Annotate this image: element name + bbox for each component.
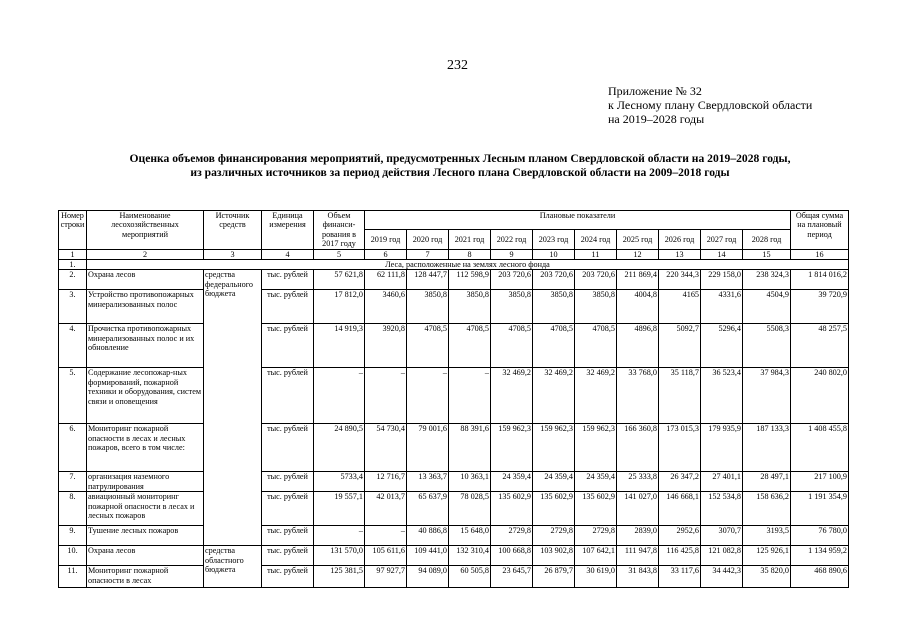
row-year-value: 211 869,4 bbox=[617, 270, 659, 290]
header-volume: Объем финанси-рования в 2017 году bbox=[314, 211, 365, 250]
row-year-value: 13 363,7 bbox=[407, 472, 449, 492]
row-year-value: 32 469,2 bbox=[575, 368, 617, 424]
header-year: 2020 год bbox=[407, 230, 449, 249]
row-year-value: 135 602,9 bbox=[533, 492, 575, 526]
column-number: 10 bbox=[533, 249, 575, 259]
page-number: 232 bbox=[447, 58, 468, 73]
row-volume: 17 812,0 bbox=[314, 290, 365, 324]
row-year-value: 3920,8 bbox=[365, 324, 407, 368]
table-row bbox=[59, 472, 849, 492]
row-year-value: 54 730,4 bbox=[365, 424, 407, 472]
title-line-1: Оценка объемов финансирования мероприятий, предусмотренных Лесным планом Свердловской области на 2019–2028 годы, bbox=[129, 152, 791, 165]
row-year-value: – bbox=[365, 526, 407, 546]
row-year-value: 187 133,3 bbox=[743, 424, 791, 472]
row-year-value: 36 523,4 bbox=[701, 368, 743, 424]
row-year-value: 4708,5 bbox=[575, 324, 617, 368]
row-year-value: – bbox=[407, 368, 449, 424]
row-number: 7. bbox=[59, 472, 87, 492]
row-year-value: 5296,4 bbox=[701, 324, 743, 368]
row-year-value: 4331,6 bbox=[701, 290, 743, 324]
row-year-value: 105 611,6 bbox=[365, 546, 407, 566]
row-year-value: 125 926,1 bbox=[743, 546, 791, 566]
row-unit: тыс. рублей bbox=[262, 324, 314, 368]
row-year-value: 3850,8 bbox=[491, 290, 533, 324]
row-total: 1 814 016,2 bbox=[791, 270, 849, 290]
appendix-line-2: к Лесному плану Свердловской области bbox=[608, 98, 813, 112]
row-year-value: 62 111,8 bbox=[365, 270, 407, 290]
column-number: 1 bbox=[59, 249, 87, 259]
header-total: Общая сумма на плановый период bbox=[791, 211, 849, 250]
row-number: 6. bbox=[59, 424, 87, 472]
row-year-value: 220 344,3 bbox=[659, 270, 701, 290]
column-number: 12 bbox=[617, 249, 659, 259]
column-number: 8 bbox=[449, 249, 491, 259]
row-name: Тушение лесных пожаров bbox=[87, 526, 204, 546]
row-total: 39 720,9 bbox=[791, 290, 849, 324]
row-number: 11. bbox=[59, 566, 87, 588]
row-source: средства федерального бюджета bbox=[204, 270, 262, 546]
table-row bbox=[59, 566, 849, 588]
table-row bbox=[59, 324, 849, 368]
row-year-value: 32 469,2 bbox=[491, 368, 533, 424]
appendix-line-3: на 2019–2028 годы bbox=[608, 112, 705, 126]
row-volume: – bbox=[314, 526, 365, 546]
appendix-line-1: Приложение № 32 bbox=[608, 84, 702, 98]
column-number: 13 bbox=[659, 249, 701, 259]
column-numbers-row bbox=[59, 249, 849, 259]
row-year-value: 159 962,3 bbox=[575, 424, 617, 472]
column-number: 14 bbox=[701, 249, 743, 259]
header-plan: Плановые показатели bbox=[365, 211, 791, 230]
row-year-value: 12 716,7 bbox=[365, 472, 407, 492]
table-row bbox=[59, 526, 849, 546]
row-year-value: 4708,5 bbox=[491, 324, 533, 368]
row-year-value: 78 028,5 bbox=[449, 492, 491, 526]
row-year-value: 135 602,9 bbox=[575, 492, 617, 526]
header-source: Источник средств bbox=[204, 211, 262, 250]
row-year-value: 112 598,9 bbox=[449, 270, 491, 290]
section-row bbox=[59, 260, 849, 270]
row-year-value: 100 668,8 bbox=[491, 546, 533, 566]
row-year-value: 166 360,8 bbox=[617, 424, 659, 472]
row-name: Прочистка противопожарных минерализованных полос и их обновление bbox=[87, 324, 204, 368]
row-total: 1 191 354,9 bbox=[791, 492, 849, 526]
row-volume: 19 557,1 bbox=[314, 492, 365, 526]
column-number: 5 bbox=[314, 249, 365, 259]
row-name: Устройство противопожарных минерализованных полос bbox=[87, 290, 204, 324]
table-row bbox=[59, 290, 849, 324]
row-year-value: 3850,8 bbox=[575, 290, 617, 324]
row-unit: тыс. рублей bbox=[262, 368, 314, 424]
row-volume: 57 621,8 bbox=[314, 270, 365, 290]
header-year: 2027 год bbox=[701, 230, 743, 249]
row-year-value: 128 447,7 bbox=[407, 270, 449, 290]
column-number: 9 bbox=[491, 249, 533, 259]
row-year-value: 159 962,3 bbox=[491, 424, 533, 472]
row-unit: тыс. рублей bbox=[262, 270, 314, 290]
row-year-value: 152 534,8 bbox=[701, 492, 743, 526]
document-title bbox=[60, 152, 860, 180]
row-year-value: 23 645,7 bbox=[491, 566, 533, 588]
row-number: 8. bbox=[59, 492, 87, 526]
row-year-value: 4708,5 bbox=[449, 324, 491, 368]
column-number: 11 bbox=[575, 249, 617, 259]
column-number: 4 bbox=[262, 249, 314, 259]
header-year: 2025 год bbox=[617, 230, 659, 249]
row-year-value: 5092,7 bbox=[659, 324, 701, 368]
row-year-value: 4708,5 bbox=[533, 324, 575, 368]
row-year-value: 27 401,1 bbox=[701, 472, 743, 492]
row-volume: 14 919,3 bbox=[314, 324, 365, 368]
row-name: Содержание лесопожар-ных формирований, пожарной техники и оборудования, систем связи и оповещения bbox=[87, 368, 204, 424]
header-year: 2022 год bbox=[491, 230, 533, 249]
row-year-value: 30 619,0 bbox=[575, 566, 617, 588]
row-year-value: 3070,7 bbox=[701, 526, 743, 546]
row-year-value: 107 642,1 bbox=[575, 546, 617, 566]
row-source: средства областного бюджета bbox=[204, 546, 262, 588]
row-year-value: 109 441,0 bbox=[407, 546, 449, 566]
row-name: Мониторинг пожарной опасности в лесах и лесных пожаров, всего в том числе: bbox=[87, 424, 204, 472]
row-name: организация наземного патрулирования bbox=[87, 472, 204, 492]
row-number: 5. bbox=[59, 368, 87, 424]
row-year-value: 229 158,0 bbox=[701, 270, 743, 290]
row-year-value: – bbox=[449, 368, 491, 424]
row-year-value: 111 947,8 bbox=[617, 546, 659, 566]
row-year-value: 35 118,7 bbox=[659, 368, 701, 424]
header-name: Наименование лесохозяйственных мероприятий bbox=[87, 211, 204, 250]
header-num: Номер строки bbox=[59, 211, 87, 250]
header-year: 2021 год bbox=[449, 230, 491, 249]
row-year-value: 79 001,6 bbox=[407, 424, 449, 472]
row-year-value: 31 843,8 bbox=[617, 566, 659, 588]
header-unit: Единица измерения bbox=[262, 211, 314, 250]
row-total: 217 100,9 bbox=[791, 472, 849, 492]
row-name: Мониторинг пожарной опасности в лесах bbox=[87, 566, 204, 588]
header-row bbox=[59, 211, 849, 230]
row-number: 2. bbox=[59, 270, 87, 290]
header-year: 2024 год bbox=[575, 230, 617, 249]
row-name: Охрана лесов bbox=[87, 546, 204, 566]
row-year-value: 26 347,2 bbox=[659, 472, 701, 492]
row-year-value: – bbox=[365, 368, 407, 424]
header-year: 2023 год bbox=[533, 230, 575, 249]
row-year-value: 40 886,8 bbox=[407, 526, 449, 546]
financing-table bbox=[58, 210, 849, 588]
row-year-value: 146 668,1 bbox=[659, 492, 701, 526]
row-year-value: 3460,6 bbox=[365, 290, 407, 324]
row-volume: 131 570,0 bbox=[314, 546, 365, 566]
row-unit: тыс. рублей bbox=[262, 566, 314, 588]
row-year-value: 88 391,6 bbox=[449, 424, 491, 472]
row-total: 468 890,6 bbox=[791, 566, 849, 588]
column-number: 3 bbox=[204, 249, 262, 259]
section-num: 1. bbox=[59, 260, 87, 270]
row-year-value: 179 935,9 bbox=[701, 424, 743, 472]
row-year-value: 2952,6 bbox=[659, 526, 701, 546]
row-year-value: 10 363,1 bbox=[449, 472, 491, 492]
row-year-value: 3850,8 bbox=[407, 290, 449, 324]
row-year-value: 4004,8 bbox=[617, 290, 659, 324]
row-year-value: 2729,8 bbox=[575, 526, 617, 546]
row-year-value: 116 425,8 bbox=[659, 546, 701, 566]
row-year-value: 3850,8 bbox=[449, 290, 491, 324]
row-total: 76 780,0 bbox=[791, 526, 849, 546]
row-year-value: 94 089,0 bbox=[407, 566, 449, 588]
row-total: 48 257,5 bbox=[791, 324, 849, 368]
row-year-value: 5508,3 bbox=[743, 324, 791, 368]
row-year-value: 24 359,4 bbox=[575, 472, 617, 492]
column-number: 2 bbox=[87, 249, 204, 259]
row-volume: 24 890,5 bbox=[314, 424, 365, 472]
row-year-value: 3850,8 bbox=[533, 290, 575, 324]
row-year-value: 159 962,3 bbox=[533, 424, 575, 472]
row-unit: тыс. рублей bbox=[262, 472, 314, 492]
table-row bbox=[59, 492, 849, 526]
row-year-value: 141 027,0 bbox=[617, 492, 659, 526]
row-year-value: 42 013,7 bbox=[365, 492, 407, 526]
row-year-value: 28 497,1 bbox=[743, 472, 791, 492]
row-year-value: 2729,8 bbox=[491, 526, 533, 546]
row-name: Охрана лесов bbox=[87, 270, 204, 290]
row-year-value: 4708,5 bbox=[407, 324, 449, 368]
row-year-value: 135 602,9 bbox=[491, 492, 533, 526]
row-year-value: 33 117,6 bbox=[659, 566, 701, 588]
row-year-value: 158 636,2 bbox=[743, 492, 791, 526]
row-year-value: 33 768,0 bbox=[617, 368, 659, 424]
row-name: авиационный мониторинг пожарной опасности в лесах и лесных пожаров bbox=[87, 492, 204, 526]
table-row bbox=[59, 270, 849, 290]
table-row bbox=[59, 424, 849, 472]
row-year-value: 4165 bbox=[659, 290, 701, 324]
row-total: 1 408 455,8 bbox=[791, 424, 849, 472]
header-year: 2026 год bbox=[659, 230, 701, 249]
row-year-value: 173 015,3 bbox=[659, 424, 701, 472]
row-year-value: 15 648,0 bbox=[449, 526, 491, 546]
row-year-value: 24 359,4 bbox=[533, 472, 575, 492]
row-number: 9. bbox=[59, 526, 87, 546]
row-unit: тыс. рублей bbox=[262, 290, 314, 324]
table-row bbox=[59, 368, 849, 424]
header-year: 2028 год bbox=[743, 230, 791, 249]
column-number: 6 bbox=[365, 249, 407, 259]
row-year-value: 3193,5 bbox=[743, 526, 791, 546]
row-year-value: 35 820,0 bbox=[743, 566, 791, 588]
column-number: 16 bbox=[791, 249, 849, 259]
row-unit: тыс. рублей bbox=[262, 424, 314, 472]
header-year: 2019 год bbox=[365, 230, 407, 249]
column-number: 15 bbox=[743, 249, 791, 259]
row-number: 10. bbox=[59, 546, 87, 566]
appendix-note bbox=[608, 84, 812, 126]
row-year-value: 37 984,3 bbox=[743, 368, 791, 424]
row-volume: – bbox=[314, 368, 365, 424]
row-volume: 125 381,5 bbox=[314, 566, 365, 588]
title-line-2: из различных источников за период действия Лесного плана Свердловской области на 2009–2018 годы bbox=[190, 166, 730, 179]
row-year-value: 65 637,9 bbox=[407, 492, 449, 526]
row-unit: тыс. рублей bbox=[262, 546, 314, 566]
row-unit: тыс. рублей bbox=[262, 492, 314, 526]
row-year-value: 203 720,6 bbox=[491, 270, 533, 290]
row-year-value: 203 720,6 bbox=[533, 270, 575, 290]
row-year-value: 103 902,8 bbox=[533, 546, 575, 566]
row-year-value: 2839,0 bbox=[617, 526, 659, 546]
row-year-value: 4896,8 bbox=[617, 324, 659, 368]
row-year-value: 32 469,2 bbox=[533, 368, 575, 424]
row-year-value: 2729,8 bbox=[533, 526, 575, 546]
row-total: 1 134 959,2 bbox=[791, 546, 849, 566]
row-year-value: 203 720,6 bbox=[575, 270, 617, 290]
row-year-value: 238 324,3 bbox=[743, 270, 791, 290]
row-year-value: 132 310,4 bbox=[449, 546, 491, 566]
table-row bbox=[59, 546, 849, 566]
section-label: Леса, расположенные на землях лесного фонда bbox=[87, 260, 849, 270]
row-volume: 5733,4 bbox=[314, 472, 365, 492]
row-number: 3. bbox=[59, 290, 87, 324]
row-number: 4. bbox=[59, 324, 87, 368]
row-year-value: 97 927,7 bbox=[365, 566, 407, 588]
row-year-value: 25 333,8 bbox=[617, 472, 659, 492]
row-year-value: 26 879,7 bbox=[533, 566, 575, 588]
row-unit: тыс. рублей bbox=[262, 526, 314, 546]
row-year-value: 4504,9 bbox=[743, 290, 791, 324]
row-year-value: 24 359,4 bbox=[491, 472, 533, 492]
row-total: 240 802,0 bbox=[791, 368, 849, 424]
row-year-value: 34 442,3 bbox=[701, 566, 743, 588]
row-year-value: 60 505,8 bbox=[449, 566, 491, 588]
row-year-value: 121 082,8 bbox=[701, 546, 743, 566]
column-number: 7 bbox=[407, 249, 449, 259]
